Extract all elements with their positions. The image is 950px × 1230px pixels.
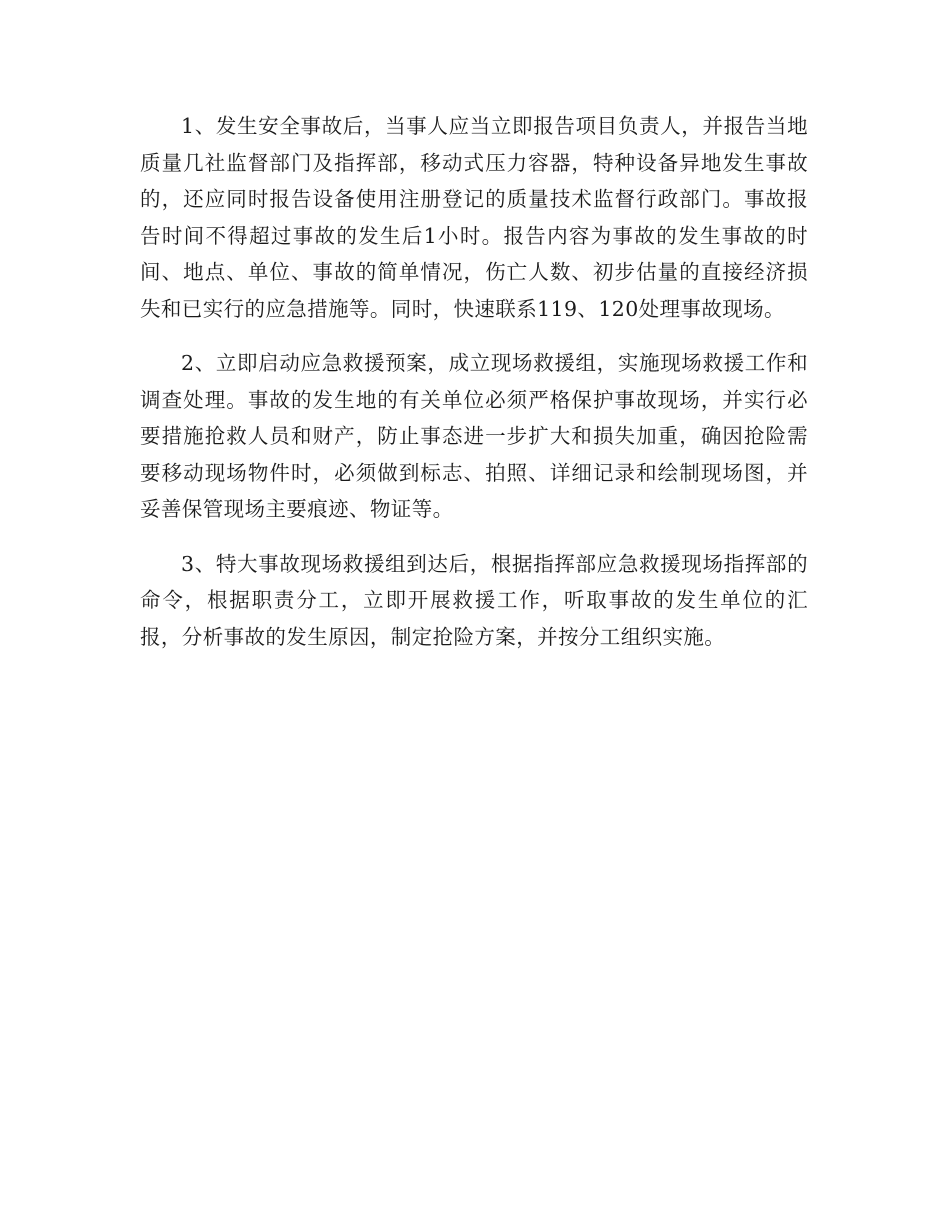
paragraph-3-rescue-team: 3、特大事故现场救援组到达后，根据指挥部应急救援现场指挥部的命令，根据职责分工，立即开展救援工作，听取事故的发生单位的汇报，分析事故的发生原因，制定抢险方案，并按分工组织实施。 xyxy=(140,551,808,649)
paragraph-2-emergency-plan: 2、立即启动应急救援预案，成立现场救援组，实施现场救援工作和调查处理。事故的发生地的有关单位必须严格保护事故现场，并实行必要措施抢救人员和财产，防止事态进一步扩大和损失加重，确因抢险需要移动现场物件时，必须做到标志、拍照、详细记录和绘制现场图，并妥善保管现场主要痕迹、物证等。 xyxy=(140,351,808,521)
document-body xyxy=(140,108,808,655)
paragraph-1-accident-reporting: 1、发生安全事故后，当事人应当立即报告项目负责人，并报告当地质量几社监督部门及指挥部，移动式压力容器，特种设备异地发生事故的，还应同时报告设备使用注册登记的质量技术监督行政部门。事故报告时间不得超过事故的发生后1小时。报告内容为事故的发生事故的时间、地点、单位、事故的简单情况，伤亡人数、初步估量的直接经济损失和已实行的应急措施等。同时，快速联系119、120处理事故现场。 xyxy=(140,114,808,321)
